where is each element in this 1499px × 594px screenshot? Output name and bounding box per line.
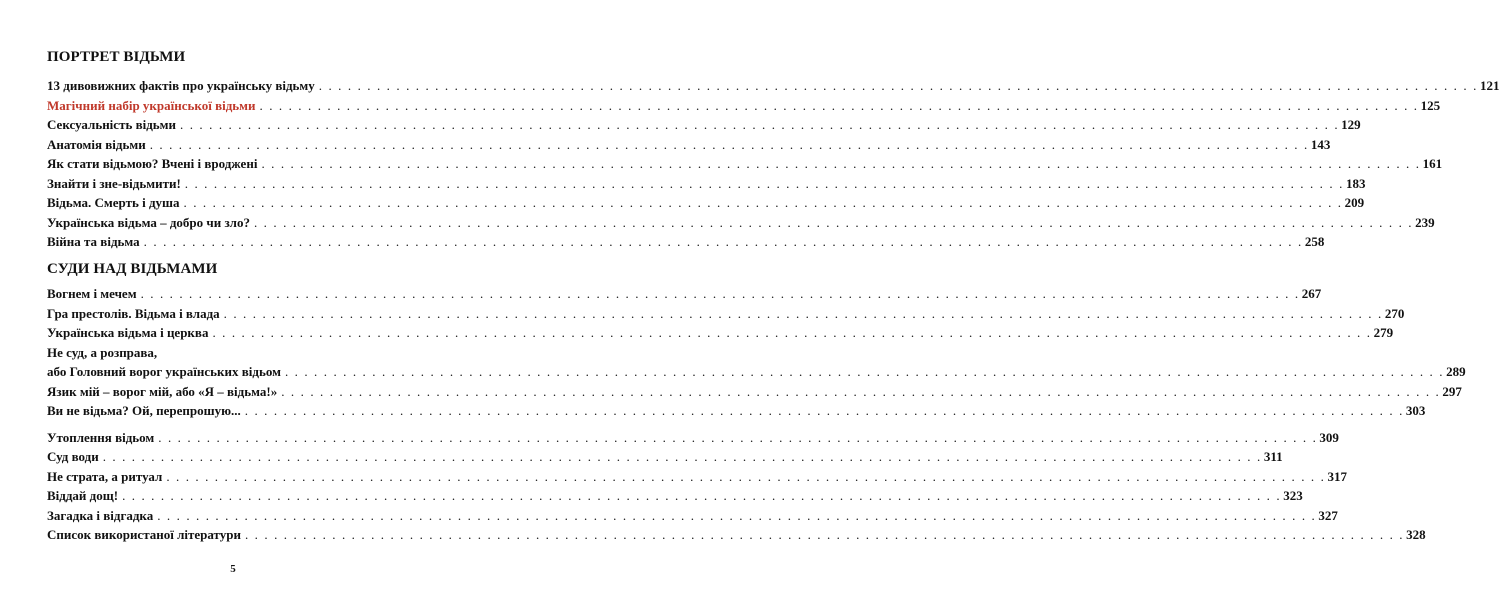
toc-entry-title: Гра престолів. Відьма і влада: [47, 305, 220, 321]
toc-entry-title: Вогнем і мечем: [47, 286, 137, 301]
toc-entry-page: 125: [1420, 97, 1441, 113]
toc-entry-page: 289: [1446, 364, 1466, 379]
toc-leader-dots: . . . . . . . . . . . . . . . . . . . . . . . . . . . . . . . . . . . . . . . . . . . . . . . . . . . . . . . . . . . . . . . . . . . . . . . . . . . . . . . . . . . . . . . . . . . . . . . . . . . . . . . . . . . . . . . . . . . . . . . .: [102, 449, 1262, 464]
toc-leader-dots: . . . . . . . . . . . . . . . . . . . . . . . . . . . . . . . . . . . . . . . . . . . . . . . . . . . . . . . . . . . . . . . . . . . . . . . . . . . . . . . . . . . . . . . . . . . . . . . . . . . . . . . . . . . . . . . . . . . . . . . .: [143, 234, 1303, 249]
toc-entry[interactable]: [47, 323, 1394, 343]
toc-entry[interactable]: [47, 486, 1303, 506]
toc-spacer: [47, 421, 421, 428]
toc-leader-dots: . . . . . . . . . . . . . . . . . . . . . . . . . . . . . . . . . . . . . . . . . . . . . . . . . . . . . . . . . . . . . . . . . . . . . . . . . . . . . . . . . . . . . . . . . . . . . . . . . . . . . . . . . . . . . . . . . . . . . . . .: [259, 97, 1419, 113]
toc-entry-title: Сексуальність відьми: [47, 117, 177, 132]
toc-entry[interactable]: [47, 467, 1347, 487]
toc-leader-dots: . . . . . . . . . . . . . . . . . . . . . . . . . . . . . . . . . . . . . . . . . . . . . . . . . . . . . . . . . . . . . . . . . . . . . . . . . . . . . . . . . . . . . . . . . . . . . . . . . . . . . . . . . . . . . . . . . . . . . . . .: [183, 195, 1343, 210]
toc-entry-page: 270: [1384, 305, 1405, 321]
toc-leader-dots: . . . . . . . . . . . . . . . . . . . . . . . . . . . . . . . . . . . . . . . . . . . . . . . . . . . . . . . . . . . . . . . . . . . . . . . . . . . . . . . . . . . . . . . . . . . . . . . . . . . . . . . . . . . . . . . . . . . . . . . .: [281, 383, 1441, 399]
section-title-trials: СУДИ НАД ВІДЬМАМИ: [47, 261, 218, 277]
toc-entry[interactable]: [47, 428, 1339, 448]
toc-entry-title: Язик мій – ворог мій, або «Я – відьма!»: [47, 383, 278, 399]
toc-leader-dots: . . . . . . . . . . . . . . . . . . . . . . . . . . . . . . . . . . . . . . . . . . . . . . . . . . . . . . . . . . . . . . . . . . . . . . . . . . . . . . . . . . . . . . . . . . . . . . . . . . . . . . . . . . . . . . . . . . . . . . . .: [158, 429, 1318, 445]
toc-entry-page: 183: [1345, 175, 1366, 191]
toc-entry[interactable]: [47, 213, 1435, 233]
toc-entry-page: 143: [1310, 136, 1331, 152]
toc-entry-title: Ви не відьма? Ой, перепрошую...: [47, 403, 241, 418]
toc-leader-dots: . . . . . . . . . . . . . . . . . . . . . . . . . . . . . . . . . . . . . . . . . . . . . . . . . . . . . . . . . . . . . . . . . . . . . . . . . . . . . . . . . . . . . . . . . . . . . . . . . . . . . . . . . . . . . . . . . . . . . . . .: [284, 364, 1445, 379]
toc-entry-page: 129: [1341, 117, 1361, 132]
toc-entry[interactable]: [47, 76, 1499, 96]
toc-leader-dots: . . . . . . . . . . . . . . . . . . . . . . . . . . . . . . . . . . . . . . . . . . . . . . . . . . . . . . . . . . . . . . . . . . . . . . . . . . . . . . . . . . . . . . . . . . . . . . . . . . . . . . . . . . . . . . . . . . . . . . . .: [184, 175, 1344, 191]
toc-leader-dots: . . . . . . . . . . . . . . . . . . . . . . . . . . . . . . . . . . . . . . . . . . . . . . . . . . . . . . . . . . . . . . . . . . . . . . . . . . . . . . . . . . . . . . . . . . . . . . . . . . . . . . . . . . . . . . . . . . . . . . . .: [253, 214, 1414, 230]
toc-entry-page: 209: [1344, 195, 1365, 210]
toc-leader-dots: . . . . . . . . . . . . . . . . . . . . . . . . . . . . . . . . . . . . . . . . . . . . . . . . . . . . . . . . . . . . . . . . . . . . . . . . . . . . . . . . . . . . . . . . . . . . . . . . . . . . . . . . . . . . . . . . . . . . . . . .: [149, 136, 1309, 152]
toc-entry-title: або Головний ворог українських відьом: [47, 364, 281, 379]
toc-leader-dots: . . . . . . . . . . . . . . . . . . . . . . . . . . . . . . . . . . . . . . . . . . . . . . . . . . . . . . . . . . . . . . . . . . . . . . . . . . . . . . . . . . . . . . . . . . . . . . . . . . . . . . . . . . . . . . . . . . . . . . . .: [166, 468, 1326, 484]
toc-entry-page: 279: [1373, 325, 1394, 340]
toc-entry[interactable]: [47, 447, 1283, 467]
toc-entry[interactable]: [47, 174, 1366, 194]
toc-entry[interactable]: [47, 506, 1338, 526]
toc-entry-title: Утоплення відьом: [47, 429, 155, 445]
toc-entry[interactable]: [47, 115, 1361, 135]
toc-entry-page: 258: [1304, 234, 1325, 249]
toc-list-trials: [47, 284, 1466, 545]
toc-entry[interactable]: [47, 284, 1322, 304]
toc-entry[interactable]: [47, 343, 421, 363]
toc-entry-page: 267: [1301, 286, 1322, 301]
toc-entry-title: Суд води: [47, 449, 99, 464]
toc-entry-title: Українська відьма – добро чи зло?: [47, 214, 250, 230]
toc-leader-dots: . . . . . . . . . . . . . . . . . . . . . . . . . . . . . . . . . . . . . . . . . . . . . . . . . . . . . . . . . . . . . . . . . . . . . . . . . . . . . . . . . . . . . . . . . . . . . . . . . . . . . . . . . . . . . . . . . . . . . . . .: [244, 403, 1404, 418]
toc-entry-page: 327: [1318, 507, 1338, 523]
section-title-portrait: ПОРТРЕТ ВІДЬМИ: [47, 49, 186, 65]
toc-leader-dots: . . . . . . . . . . . . . . . . . . . . . . . . . . . . . . . . . . . . . . . . . . . . . . . . . . . . . . . . . . . . . . . . . . . . . . . . . . . . . . . . . . . . . . . . . . . . . . . . . . . . . . . . . . . . . . . . . . . . . . . .: [140, 286, 1300, 301]
toc-entry[interactable]: [47, 193, 1365, 213]
toc-entry-title: Список використаної літератури: [47, 527, 241, 542]
toc-leader-dots: . . . . . . . . . . . . . . . . . . . . . . . . . . . . . . . . . . . . . . . . . . . . . . . . . . . . . . . . . . . . . . . . . . . . . . . . . . . . . . . . . . . . . . . . . . . . . . . . . . . . . . . . . . . . . . . . . . . . . . . .: [157, 507, 1317, 523]
toc-entry-title: Загадка і відгадка: [47, 507, 154, 523]
toc-entry-title: Магічний набір української відьми: [47, 97, 256, 113]
toc-entry-page: 239: [1415, 214, 1435, 230]
toc-entry-title: Анатомія відьми: [47, 136, 146, 152]
page-number: 5: [230, 563, 236, 575]
toc-entry[interactable]: [47, 401, 1426, 421]
toc-leader-dots: . . . . . . . . . . . . . . . . . . . . . . . . . . . . . . . . . . . . . . . . . . . . . . . . . . . . . . . . . . . . . . . . . . . . . . . . . . . . . . . . . . . . . . . . . . . . . . . . . . . . . . . . . . . . . . . . . . . . . . . .: [180, 117, 1340, 132]
toc-entry[interactable]: [47, 304, 1405, 324]
toc-leader-dots: . . . . . . . . . . . . . . . . . . . . . . . . . . . . . . . . . . . . . . . . . . . . . . . . . . . . . . . . . . . . . . . . . . . . . . . . . . . . . . . . . . . . . . . . . . . . . . . . . . . . . . . . . . . . . . . . . . . . . . . .: [212, 325, 1372, 340]
toc-entry-page: 121: [1479, 78, 1499, 93]
toc-entry-page: 328: [1406, 527, 1426, 542]
toc-entry[interactable]: [47, 382, 1462, 402]
toc-entry-page: 317: [1327, 468, 1347, 484]
toc-entry[interactable]: [47, 362, 1466, 382]
toc-entry[interactable]: [47, 135, 1331, 155]
toc-leader-dots: . . . . . . . . . . . . . . . . . . . . . . . . . . . . . . . . . . . . . . . . . . . . . . . . . . . . . . . . . . . . . . . . . . . . . . . . . . . . . . . . . . . . . . . . . . . . . . . . . . . . . . . . . . . . . . . . . . . . . . . .: [261, 156, 1421, 171]
toc-entry-page: 161: [1422, 156, 1443, 171]
toc-entry-title: Не суд, а розправа,: [47, 344, 158, 360]
toc-entry-title: Українська відьма і церква: [47, 325, 209, 340]
toc-entry-title: Відьма. Смерть і душа: [47, 195, 180, 210]
toc-entry[interactable]: [47, 232, 1325, 252]
toc-entry-title: Віддай дощ!: [47, 488, 119, 503]
toc-entry[interactable]: [47, 96, 1441, 116]
toc-entry-page: 309: [1319, 429, 1339, 445]
toc-list-portrait: [47, 76, 1499, 252]
toc-entry-page: 323: [1283, 488, 1303, 503]
toc-leader-dots: . . . . . . . . . . . . . . . . . . . . . . . . . . . . . . . . . . . . . . . . . . . . . . . . . . . . . . . . . . . . . . . . . . . . . . . . . . . . . . . . . . . . . . . . . . . . . . . . . . . . . . . . . . . . . . . . . . . . . . . .: [244, 527, 1405, 542]
toc-entry-title: Війна та відьма: [47, 234, 140, 249]
toc-leader-dots: . . . . . . . . . . . . . . . . . . . . . . . . . . . . . . . . . . . . . . . . . . . . . . . . . . . . . . . . . . . . . . . . . . . . . . . . . . . . . . . . . . . . . . . . . . . . . . . . . . . . . . . . . . . . . . . . . . . . . . . .: [223, 305, 1383, 321]
toc-entry-page: 297: [1442, 383, 1462, 399]
toc-entry-page: 303: [1405, 403, 1426, 418]
toc-leader-dots: . . . . . . . . . . . . . . . . . . . . . . . . . . . . . . . . . . . . . . . . . . . . . . . . . . . . . . . . . . . . . . . . . . . . . . . . . . . . . . . . . . . . . . . . . . . . . . . . . . . . . . . . . . . . . . . . . . . . . . . .: [122, 488, 1282, 503]
toc-entry-title: Як стати відьмою? Вчені і вроджені: [47, 156, 258, 171]
toc-entry-title: Знайти і зне-відьмити!: [47, 175, 181, 191]
toc-entry-page: 311: [1263, 449, 1283, 464]
toc-entry[interactable]: [47, 154, 1443, 174]
toc-entry-title: 13 дивовижних фактів про українську відьму: [47, 78, 315, 93]
toc-entry[interactable]: [47, 525, 1426, 545]
toc-leader-dots: . . . . . . . . . . . . . . . . . . . . . . . . . . . . . . . . . . . . . . . . . . . . . . . . . . . . . . . . . . . . . . . . . . . . . . . . . . . . . . . . . . . . . . . . . . . . . . . . . . . . . . . . . . . . . . . . . . . . . . . .: [318, 78, 1478, 93]
toc-entry-title: Не страта, а ритуал: [47, 468, 163, 484]
